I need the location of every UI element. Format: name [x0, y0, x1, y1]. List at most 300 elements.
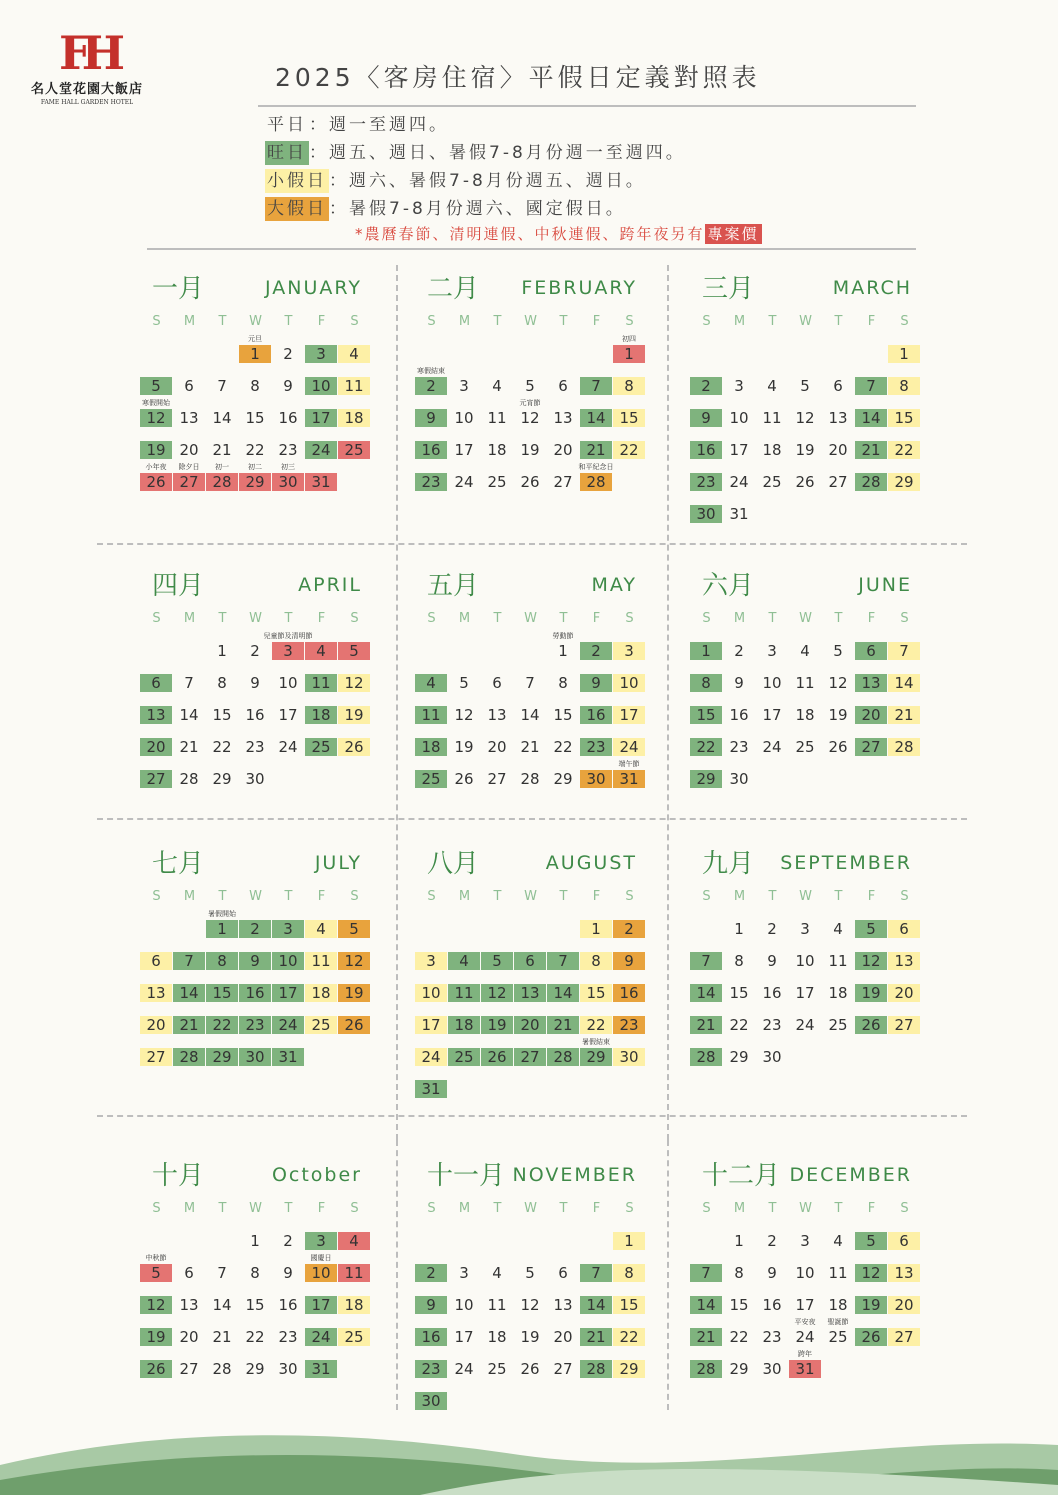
calendar-day: 3 — [305, 345, 337, 363]
calendar-day: 7 — [580, 377, 612, 395]
day-of-week-header: W — [524, 611, 537, 626]
calendar-day: 1 — [580, 920, 612, 938]
holiday-annotation: 兒童節及清明節 — [263, 632, 313, 640]
calendar-day: 16 — [762, 984, 782, 1002]
calendar-day: 7 — [184, 674, 194, 692]
calendar-day: 18 — [487, 441, 507, 459]
calendar-day: 17 — [613, 706, 645, 724]
calendar-day: 16 — [613, 984, 645, 1002]
legend-tag: 大假日 — [267, 199, 327, 219]
day-of-week-header: F — [592, 889, 601, 904]
calendar-day: 30 — [245, 770, 265, 788]
calendar-day: 16 — [580, 706, 612, 724]
calendar-day: 7 — [217, 377, 227, 395]
calendar-day: 14 — [580, 1296, 612, 1314]
day-of-week-header: T — [493, 1201, 502, 1216]
calendar-day: 15 — [613, 1296, 645, 1314]
calendar-day: 24 — [305, 441, 337, 459]
holiday-annotation: 初三 — [281, 463, 295, 471]
calendar-day: 4 — [767, 377, 777, 395]
calendar-day: 6 — [140, 674, 172, 692]
holiday-annotation: 小年夜 — [145, 463, 167, 471]
calendar-day: 8 — [580, 952, 612, 970]
calendar-day: 9 — [767, 952, 777, 970]
calendar-day: 21 — [888, 706, 920, 724]
calendar-day: 29 — [239, 473, 271, 491]
logo-name-zh: 名人堂花園大飯店 — [30, 82, 143, 97]
calendar-day: 19 — [338, 706, 370, 724]
day-of-week-header: S — [625, 611, 634, 626]
logo-name-en: FAME HALL GARDEN HOTEL — [40, 99, 134, 106]
day-of-week-header: M — [733, 889, 746, 904]
month-header — [415, 565, 645, 605]
calendar-day: 27 — [888, 1016, 920, 1034]
day-of-week-header: M — [733, 314, 746, 329]
calendar-day: 17 — [762, 706, 782, 724]
legend-big-holiday — [265, 195, 686, 223]
calendar-day: 9 — [690, 409, 722, 427]
calendar-day: 27 — [553, 1360, 573, 1378]
calendar-day: 13 — [888, 1264, 920, 1282]
calendar-day: 6 — [888, 1232, 920, 1250]
calendar-day: 6 — [558, 1264, 568, 1282]
calendar-day: 26 — [520, 473, 540, 491]
legend-wang — [265, 139, 686, 167]
calendar-day: 31 — [789, 1360, 821, 1378]
calendar-day: 6 — [184, 1264, 194, 1282]
calendar-day: 21 — [690, 1016, 722, 1034]
day-of-week-header: S — [152, 611, 161, 626]
day-of-week-header: T — [284, 889, 293, 904]
calendar-day: 28 — [212, 1360, 232, 1378]
column-separator — [396, 1140, 398, 1410]
legend — [265, 111, 686, 223]
calendar-day: 4 — [305, 642, 337, 660]
calendar-day: 22 — [245, 441, 265, 459]
calendar-day: 19 — [795, 441, 815, 459]
calendar-day: 10 — [454, 409, 474, 427]
calendar-day: 3 — [734, 377, 744, 395]
calendar-day: 17 — [795, 984, 815, 1002]
calendar-day: 14 — [179, 706, 199, 724]
calendar-day: 18 — [305, 706, 337, 724]
calendar-day: 31 — [729, 505, 749, 523]
calendar-day: 7 — [217, 1264, 227, 1282]
calendar-day: 12 — [454, 706, 474, 724]
calendar-day: 15 — [729, 984, 749, 1002]
calendar-day: 8 — [888, 377, 920, 395]
calendar-day: 3 — [800, 920, 810, 938]
month-header — [690, 268, 920, 308]
calendar-day: 23 — [245, 738, 265, 756]
calendar-day: 7 — [547, 952, 579, 970]
calendar-day: 19 — [520, 441, 540, 459]
calendar-day: 11 — [305, 674, 337, 692]
calendar-day: 2 — [580, 642, 612, 660]
calendar-day: 22 — [206, 1016, 238, 1034]
calendar-day: 1 — [250, 1232, 260, 1250]
calendar-day: 13 — [888, 952, 920, 970]
month-name-en: JUNE — [858, 574, 912, 596]
calendar-day: 30 — [690, 505, 722, 523]
holiday-annotation: 平安夜 — [794, 1318, 816, 1326]
calendar-day: 5 — [525, 377, 535, 395]
calendar-day: 26 — [454, 770, 474, 788]
day-of-week-header: M — [458, 611, 471, 626]
month-name-en: October — [271, 1164, 362, 1186]
month-name-en: MAY — [591, 574, 637, 596]
calendar-day: 19 — [481, 1016, 513, 1034]
calendar-day: 5 — [140, 377, 172, 395]
month-name-zh: 十月 — [152, 1161, 205, 1191]
calendar-day: 23 — [580, 738, 612, 756]
calendar-day: 8 — [690, 674, 722, 692]
calendar-day: 5 — [481, 952, 513, 970]
holiday-annotation: 聖誕節 — [827, 1318, 849, 1326]
calendar-day: 16 — [415, 1328, 447, 1346]
calendar-day: 5 — [140, 1264, 172, 1282]
calendar-day: 11 — [487, 1296, 507, 1314]
day-of-week-header: S — [900, 889, 909, 904]
legend-desc: ：週一至週四。 — [309, 115, 449, 135]
calendar-day: 14 — [173, 984, 205, 1002]
holiday-annotation: 勞動節 — [552, 632, 574, 640]
legend-tag: 旺日 — [267, 143, 307, 163]
calendar-day: 27 — [140, 770, 172, 788]
calendar-day: 3 — [305, 1232, 337, 1250]
calendar-day: 31 — [272, 1048, 304, 1066]
day-of-week-header: F — [867, 889, 876, 904]
calendar-day: 20 — [140, 738, 172, 756]
calendar-day: 14 — [855, 409, 887, 427]
calendar-day: 25 — [338, 1328, 370, 1346]
calendar-day: 19 — [520, 1328, 540, 1346]
calendar-day: 21 — [520, 738, 540, 756]
calendar-day: 9 — [767, 1264, 777, 1282]
calendar-day: 28 — [580, 473, 612, 491]
calendar-day: 5 — [338, 642, 370, 660]
calendar-day: 7 — [855, 377, 887, 395]
day-of-week-header: T — [218, 889, 227, 904]
holiday-annotation: 初一 — [215, 463, 229, 471]
calendar-day: 2 — [690, 377, 722, 395]
calendar-day: 22 — [553, 738, 573, 756]
holiday-annotation: 初四 — [622, 335, 636, 343]
calendar-day: 8 — [734, 1264, 744, 1282]
holiday-annotation: 寒假結束 — [417, 367, 445, 375]
calendar-day: 16 — [278, 409, 298, 427]
calendar-day: 28 — [173, 1048, 205, 1066]
month-name-en: AUGUST — [545, 852, 637, 874]
calendar-day: 4 — [305, 920, 337, 938]
calendar-day: 2 — [613, 920, 645, 938]
day-of-week-header: T — [559, 1201, 568, 1216]
calendar-day: 4 — [833, 1232, 843, 1250]
day-of-week-header: S — [702, 889, 711, 904]
calendar-day: 16 — [245, 706, 265, 724]
calendar-day: 27 — [487, 770, 507, 788]
month-name-en: JULY — [314, 852, 362, 874]
calendar-day: 28 — [690, 1048, 722, 1066]
calendar-day: 13 — [179, 1296, 199, 1314]
calendar-day: 12 — [481, 984, 513, 1002]
calendar-day: 29 — [613, 1360, 645, 1378]
calendar-day: 27 — [140, 1048, 172, 1066]
calendar-day: 16 — [278, 1296, 298, 1314]
calendar-day: 6 — [140, 952, 172, 970]
day-of-week-header: M — [183, 611, 196, 626]
holiday-annotation: 除夕日 — [178, 463, 200, 471]
calendar-day: 14 — [547, 984, 579, 1002]
calendar-day: 30 — [762, 1360, 782, 1378]
calendar-day: 10 — [795, 952, 815, 970]
legend-tag: 小假日 — [267, 171, 327, 191]
calendar-day: 18 — [828, 984, 848, 1002]
calendar-day: 17 — [272, 984, 304, 1002]
month-name-zh: 四月 — [152, 571, 205, 601]
calendar-day: 28 — [580, 1360, 612, 1378]
calendar-day: 8 — [206, 952, 238, 970]
calendar-day: 13 — [828, 409, 848, 427]
calendar-day: 30 — [613, 1048, 645, 1066]
day-of-week-header: W — [799, 889, 812, 904]
calendar-day: 2 — [767, 920, 777, 938]
calendar-day: 22 — [245, 1328, 265, 1346]
day-of-week-header: M — [183, 314, 196, 329]
calendar-day: 7 — [690, 1264, 722, 1282]
calendar-day: 30 — [278, 1360, 298, 1378]
calendar-day: 17 — [415, 1016, 447, 1034]
calendar-day: 5 — [459, 674, 469, 692]
calendar-day: 7 — [580, 1264, 612, 1282]
calendar-day: 13 — [855, 674, 887, 692]
calendar-day: 13 — [514, 984, 546, 1002]
calendar-day: 11 — [305, 952, 337, 970]
calendar-day: 19 — [140, 441, 172, 459]
calendar-day: 30 — [239, 1048, 271, 1066]
calendar-day: 10 — [762, 674, 782, 692]
month-8 — [415, 843, 645, 1103]
calendar-day: 11 — [338, 1264, 370, 1282]
calendar-day: 27 — [855, 738, 887, 756]
calendar-day: 12 — [520, 1296, 540, 1314]
calendar-day: 19 — [338, 984, 370, 1002]
calendar-day: 8 — [217, 674, 227, 692]
month-10 — [140, 1155, 370, 1415]
day-of-week-header: T — [834, 611, 843, 626]
calendar-day: 27 — [179, 1360, 199, 1378]
calendar-day: 16 — [729, 706, 749, 724]
month-name-en: APRIL — [298, 574, 362, 596]
calendar-day: 1 — [734, 1232, 744, 1250]
calendar-day: 22 — [690, 738, 722, 756]
calendar-day: 11 — [762, 409, 782, 427]
calendar-day: 11 — [487, 409, 507, 427]
calendar-day: 25 — [828, 1016, 848, 1034]
calendar-day: 15 — [553, 706, 573, 724]
calendar-day: 17 — [278, 706, 298, 724]
day-of-week-header: M — [183, 889, 196, 904]
calendar-day: 1 — [613, 1232, 645, 1250]
day-of-week-header: M — [733, 1201, 746, 1216]
day-of-week-header: S — [427, 1201, 436, 1216]
decorative-hills — [0, 1425, 1058, 1495]
calendar-day: 25 — [338, 441, 370, 459]
calendar-day: 13 — [553, 409, 573, 427]
calendar-day: 11 — [795, 674, 815, 692]
day-of-week-header: W — [524, 1201, 537, 1216]
month-name-en: FEBRUARY — [521, 277, 637, 299]
month-12 — [690, 1155, 920, 1415]
calendar-day: 18 — [448, 1016, 480, 1034]
calendar-day: 23 — [415, 1360, 447, 1378]
calendar-day: 30 — [762, 1048, 782, 1066]
calendar-day: 5 — [338, 920, 370, 938]
calendar-day: 12 — [855, 1264, 887, 1282]
calendar-day: 3 — [613, 642, 645, 660]
day-of-week-header: W — [799, 314, 812, 329]
calendar-day: 10 — [272, 952, 304, 970]
row-separator — [97, 818, 967, 820]
month-5 — [415, 565, 645, 825]
month-name-zh: 五月 — [427, 571, 480, 601]
day-of-week-header: M — [183, 1201, 196, 1216]
calendar-day: 17 — [454, 1328, 474, 1346]
special-price-note — [355, 223, 762, 244]
calendar-day: 6 — [492, 674, 502, 692]
calendar-day: 9 — [613, 952, 645, 970]
calendar-day: 4 — [492, 1264, 502, 1282]
calendar-day: 4 — [492, 377, 502, 395]
day-of-week-header: T — [768, 889, 777, 904]
calendar-day: 20 — [179, 1328, 199, 1346]
calendar-day: 15 — [613, 409, 645, 427]
title-divider — [258, 105, 916, 107]
calendar-day: 26 — [828, 738, 848, 756]
month-name-en: MARCH — [832, 277, 912, 299]
calendar-day: 30 — [272, 473, 304, 491]
day-of-week-header: M — [458, 889, 471, 904]
day-of-week-header: F — [867, 611, 876, 626]
holiday-annotation: 暑假開始 — [208, 910, 236, 918]
calendar-day: 29 — [888, 473, 920, 491]
calendar-day: 1 — [206, 920, 238, 938]
calendar-day: 15 — [212, 706, 232, 724]
calendar-day: 28 — [206, 473, 238, 491]
calendar-day: 27 — [173, 473, 205, 491]
calendar-day: 26 — [140, 1360, 172, 1378]
calendar-day: 4 — [415, 674, 447, 692]
calendar-day: 9 — [283, 1264, 293, 1282]
day-of-week-header: S — [350, 1201, 359, 1216]
day-of-week-header: T — [834, 1201, 843, 1216]
calendar-day: 22 — [580, 1016, 612, 1034]
calendar-day: 18 — [762, 441, 782, 459]
calendar-day: 26 — [855, 1016, 887, 1034]
calendar-day: 13 — [179, 409, 199, 427]
month-1 — [140, 268, 370, 528]
day-of-week-header: M — [733, 611, 746, 626]
calendar-day: 7 — [888, 642, 920, 660]
calendar-day: 9 — [415, 409, 447, 427]
calendar-day: 14 — [690, 1296, 722, 1314]
day-of-week-header: S — [900, 314, 909, 329]
calendar-day: 20 — [487, 738, 507, 756]
legend-weekday — [265, 111, 686, 139]
day-of-week-header: T — [284, 1201, 293, 1216]
day-of-week-header: T — [559, 314, 568, 329]
calendar-day: 21 — [690, 1328, 722, 1346]
day-of-week-header: M — [458, 314, 471, 329]
calendar-day: 6 — [514, 952, 546, 970]
calendar-day: 20 — [140, 1016, 172, 1034]
calendar-day: 18 — [795, 706, 815, 724]
calendar-day: 11 — [415, 706, 447, 724]
calendar-day: 19 — [855, 984, 887, 1002]
day-of-week-header: W — [249, 889, 262, 904]
calendar-day: 3 — [800, 1232, 810, 1250]
calendar-day: 26 — [338, 1016, 370, 1034]
calendar-day: 9 — [283, 377, 293, 395]
day-of-week-header: S — [350, 889, 359, 904]
calendar-day: 30 — [729, 770, 749, 788]
calendar-day: 26 — [481, 1048, 513, 1066]
day-of-week-header: T — [284, 611, 293, 626]
calendar-day: 3 — [415, 952, 447, 970]
holiday-annotation: 元宵節 — [519, 399, 541, 407]
calendar-day: 22 — [613, 1328, 645, 1346]
calendar-day: 20 — [553, 1328, 573, 1346]
calendar-day: 1 — [690, 642, 722, 660]
month-name-zh: 三月 — [702, 274, 755, 304]
calendar-day: 15 — [245, 1296, 265, 1314]
month-header — [140, 565, 370, 605]
calendar-day: 15 — [729, 1296, 749, 1314]
calendar-day: 26 — [795, 473, 815, 491]
month-name-zh: 二月 — [427, 274, 480, 304]
calendar-day: 20 — [553, 441, 573, 459]
calendar-day: 14 — [580, 409, 612, 427]
column-separator — [667, 265, 669, 1140]
day-of-week-header: S — [702, 314, 711, 329]
day-of-week-header: F — [592, 1201, 601, 1216]
calendar-day: 28 — [855, 473, 887, 491]
calendar-day: 26 — [520, 1360, 540, 1378]
day-of-week-header: T — [493, 611, 502, 626]
calendar-day: 1 — [613, 345, 645, 363]
calendar-day: 16 — [239, 984, 271, 1002]
calendar-day: 12 — [338, 674, 370, 692]
holiday-annotation: 元旦 — [248, 335, 262, 343]
calendar-day: 17 — [729, 441, 749, 459]
calendar-day: 9 — [580, 674, 612, 692]
calendar-day: 2 — [250, 642, 260, 660]
calendar-day: 24 — [278, 738, 298, 756]
calendar-day: 17 — [305, 1296, 337, 1314]
calendar-day: 6 — [558, 377, 568, 395]
calendar-day: 15 — [690, 706, 722, 724]
calendar-day: 9 — [734, 674, 744, 692]
calendar-day: 5 — [855, 1232, 887, 1250]
calendar-day: 5 — [800, 377, 810, 395]
calendar-day: 9 — [415, 1296, 447, 1314]
calendar-day: 11 — [448, 984, 480, 1002]
holiday-annotation: 國慶日 — [310, 1254, 332, 1262]
holiday-annotation: 端午節 — [618, 760, 640, 768]
calendar-day: 15 — [888, 409, 920, 427]
calendar-day: 12 — [795, 409, 815, 427]
calendar-day: 6 — [855, 642, 887, 660]
